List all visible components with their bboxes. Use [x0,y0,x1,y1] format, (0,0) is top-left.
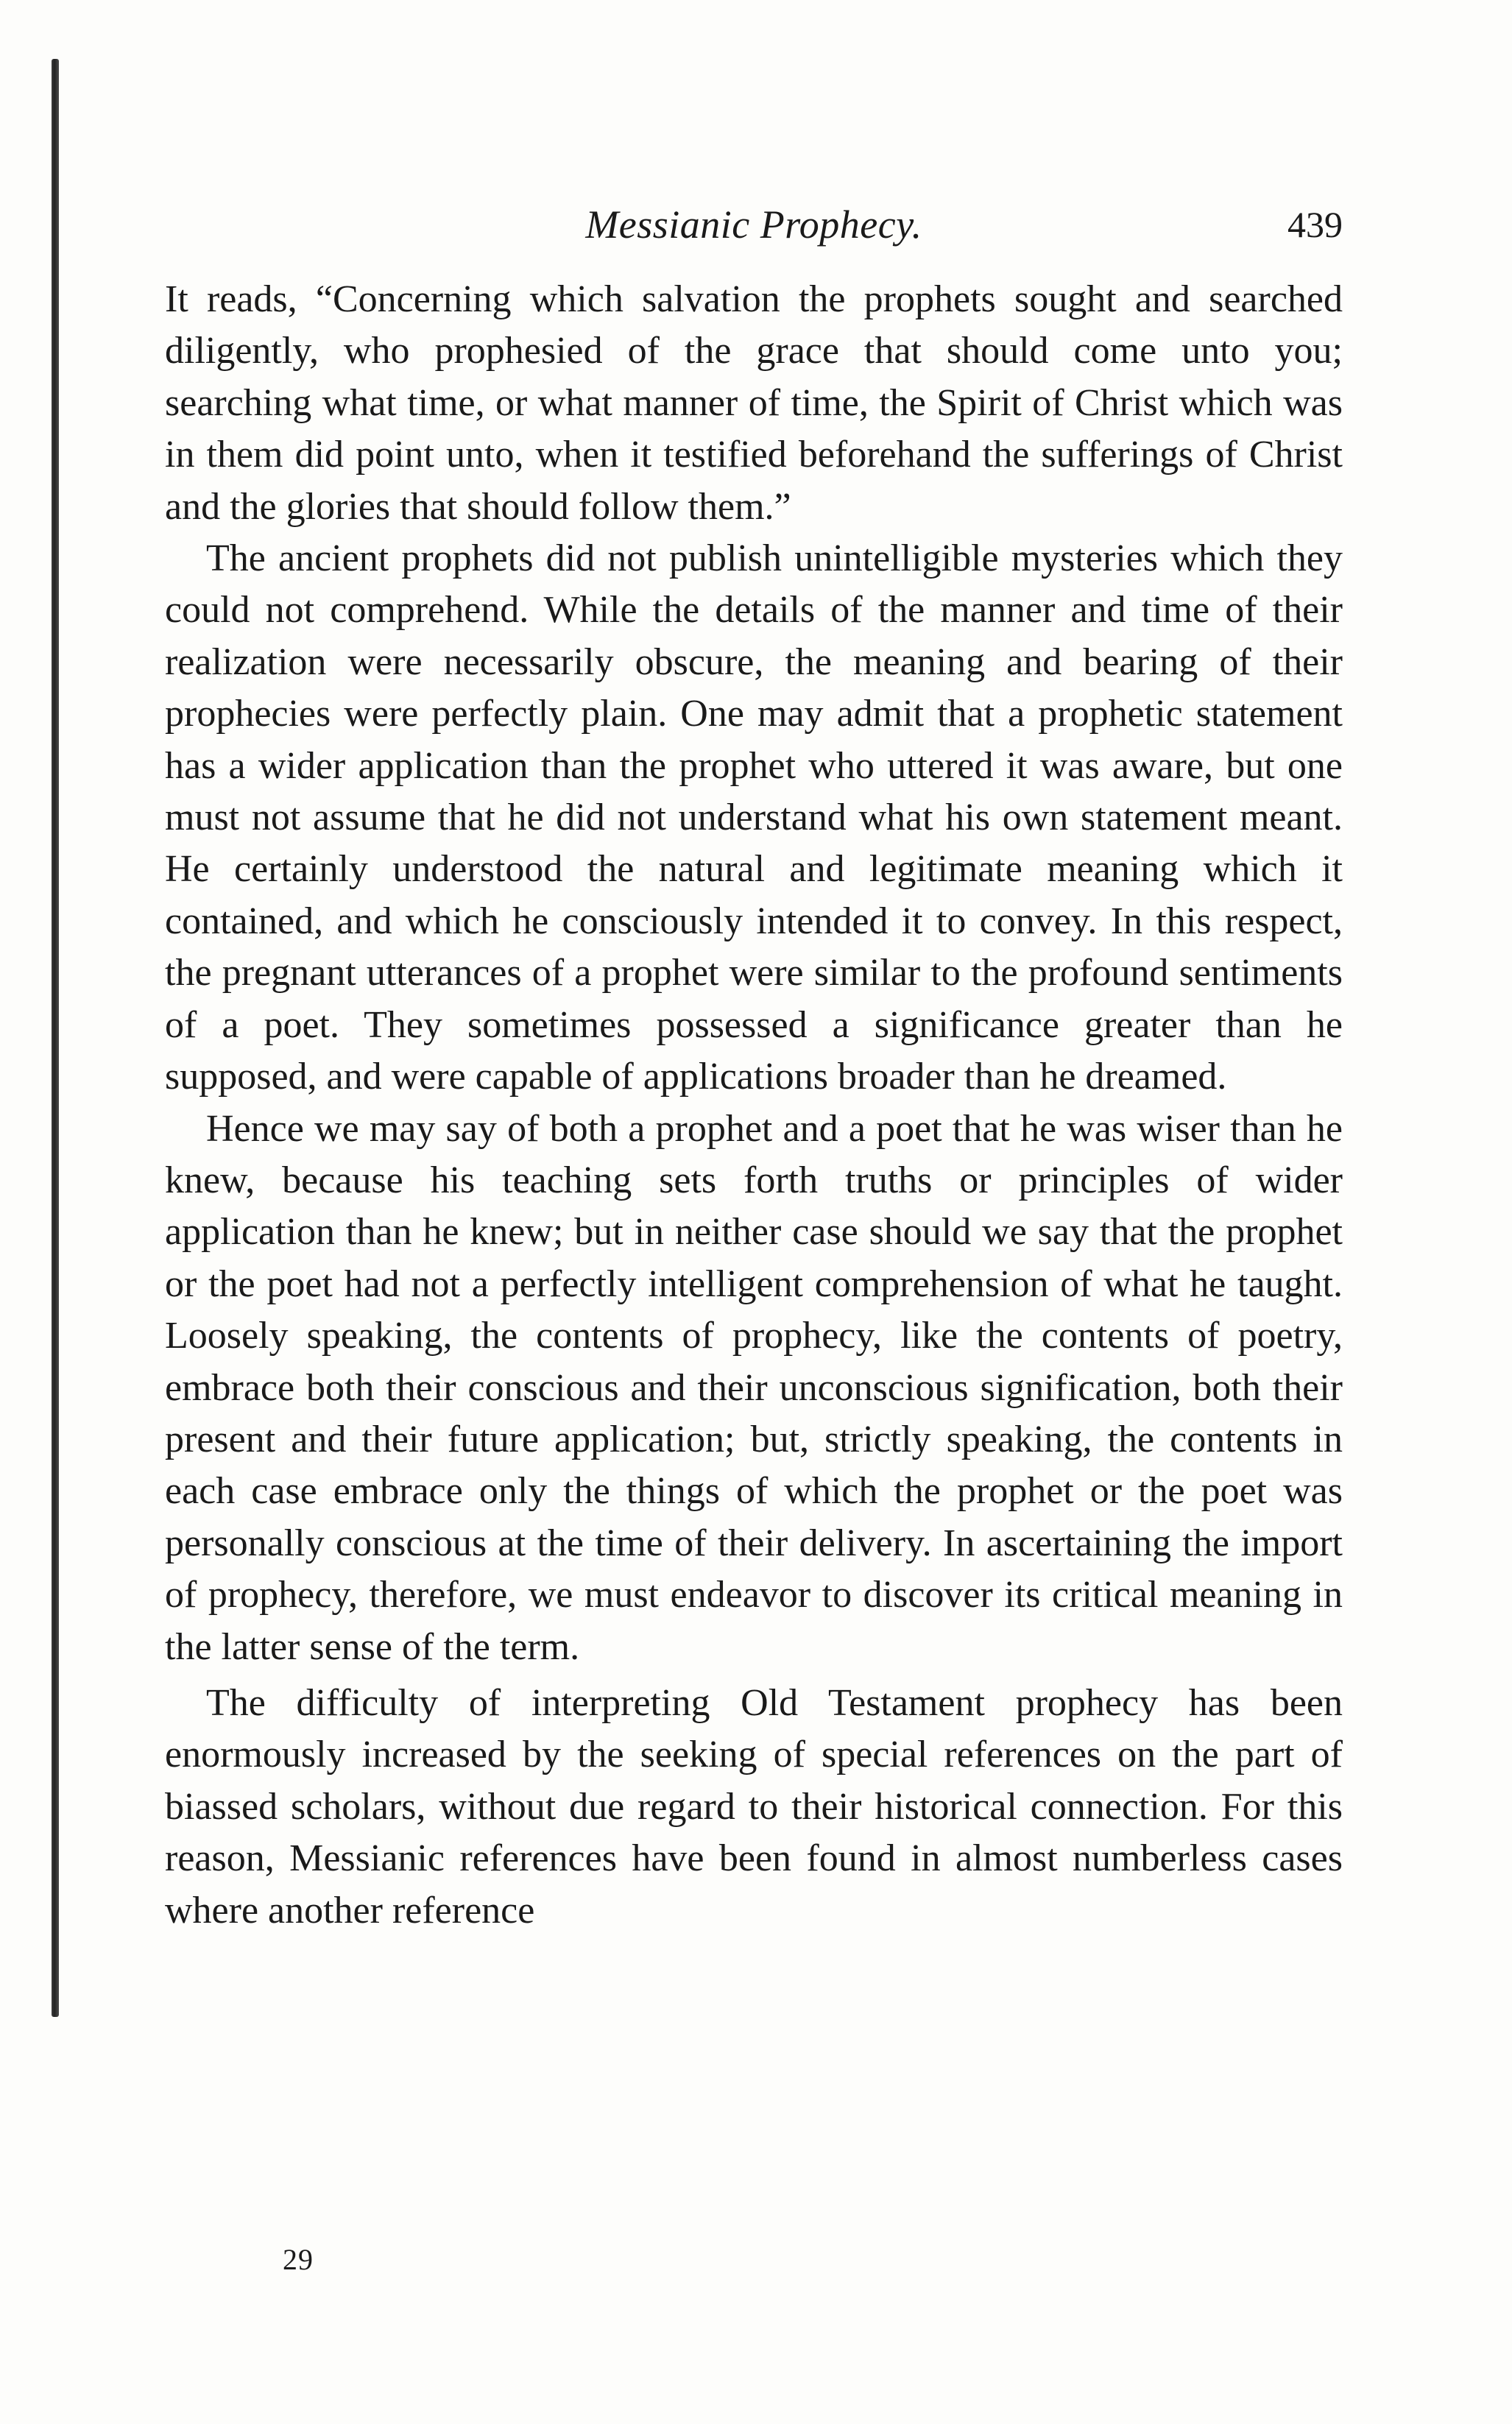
paragraph-3: Hence we may say of both a prophet and a poet that he was wiser than he knew, because his teaching sets forth truths or principles of wider application than he knew; but in neither case should we say that the prophet or the poet had not a perfectly intelligent comprehension of what he taught. Loosely speaking, the contents of prophecy, like the contents of poetry, embrace both their conscious and their unconscious signification, both their present and their future application; but, strictly speaking, the contents in each case embrace only the things of which the prophet or the poet was personally conscious at the time of their delivery. In ascertaining the import of prophecy, therefore, we must endeavor to discover its critical meaning in the latter sense of the term. [165,1107,1343,1668]
running-title: Messianic Prophecy. [585,202,922,247]
paragraph-2: The ancient prophets did not publish unintelligible mysteries which they could not comprehend. While the details of the manner and time of their realization were necessarily obscure, the meaning and bearing of their prophecies were perfectly plain. One may admit that a prophetic statement has a wider application than the prophet who uttered it was aware, but one must not assume that he did not understand what his own statement meant. He certainly understood the natural and legitimate meaning which it contained, and which he consciously intended it to convey. In this respect, the pregnant utterances of a prophet were similar to the profound sentiments of a poet. They sometimes possessed a significance greater than he supposed, and were capable of applications broader than he dreamed. [165,537,1343,1098]
running-head [165,199,1343,250]
paragraph-4: The difficulty of interpreting Old Testament prophecy has been enormously increased by the seeking of special references on the part of biassed scholars, without due regard to their historical connection. For this reason, Messianic references have been found in almost numberless cases where another reference [165,1681,1343,1932]
signature-mark: 29 [283,2243,314,2276]
page-number: 439 [1287,204,1343,245]
binding-edge [52,59,59,2017]
body-text [165,274,1343,1937]
paragraph-1: It reads, “Concerning which salvation the prophets sought and searched diligently, who prophesied of the grace that should come unto you; searching what time, or what manner of time, the Spirit of Christ which was in them did point unto, when it testified beforehand the sufferings of Christ and the glories that should follow them.” [165,278,1343,528]
